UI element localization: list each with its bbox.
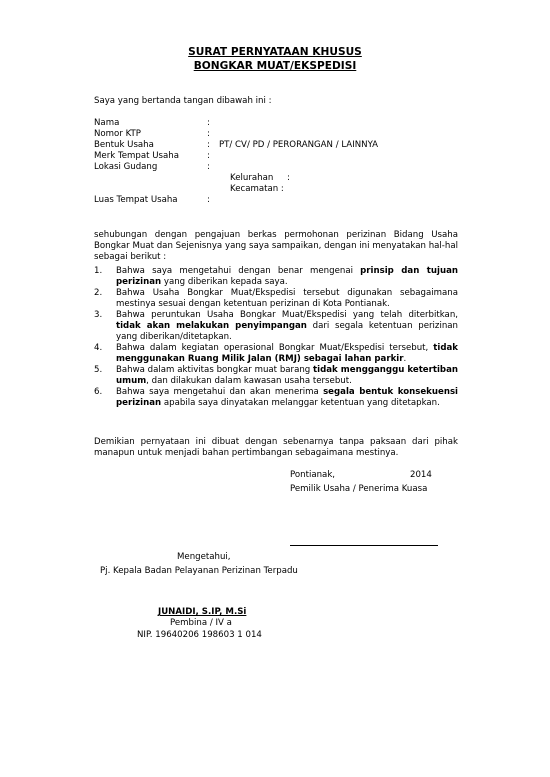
field-label: Kecamatan : [230, 184, 284, 194]
list-item [94, 387, 458, 409]
field-nama [94, 118, 494, 129]
list-item [94, 365, 458, 387]
signature-line [290, 545, 438, 546]
field-luas [94, 195, 494, 206]
document-title: SURAT PERNYATAAN KHUSUS [188, 46, 362, 58]
item-text: Bahwa dalam kegiatan operasional Bongkar Muat/Ekspedisi tersebut, [116, 343, 434, 353]
field-colon: : [207, 118, 210, 128]
field-bentuk-usaha [94, 140, 494, 151]
item-number: 5. [94, 365, 103, 375]
mengetahui-label: Mengetahui, [177, 552, 231, 562]
field-label: Kelurahan [230, 173, 274, 183]
item-text: Bahwa saya mengetahui dan akan menerima [116, 387, 324, 397]
signature-role: Pemilik Usaha / Penerima Kuasa [290, 484, 428, 494]
item-number: 3. [94, 310, 103, 320]
document-subtitle: BONGKAR MUAT/EKSPEDISI [193, 60, 357, 72]
field-label: Nomor KTP [94, 129, 141, 139]
intro-text: Saya yang bertanda tangan dibawah ini : [94, 96, 272, 106]
field-label: Lokasi Gudang [94, 162, 158, 172]
field-merk [94, 151, 494, 162]
identity-fields [94, 118, 494, 206]
field-ktp [94, 129, 494, 140]
statement-list [94, 266, 458, 409]
signature-place: Pontianak, [290, 470, 336, 480]
item-emphasis: tidak mengganggu ketertiban umum [116, 365, 459, 386]
item-text: yang diberikan kepada saya. [161, 277, 288, 287]
item-number: 2. [94, 288, 103, 298]
field-colon: : [287, 173, 290, 183]
field-colon: : [207, 162, 210, 172]
field-kelurahan [94, 173, 494, 184]
list-item [94, 310, 458, 343]
item-text: Bahwa dalam aktivitas bongkar muat barang [116, 365, 314, 375]
field-value: PT/ CV/ PD / PERORANGAN / LAINNYA [219, 140, 379, 150]
field-colon: : [207, 195, 210, 205]
list-item [94, 266, 458, 288]
signature-year: 2014 [410, 470, 432, 480]
item-emphasis: prinsip dan tujuan perizinan [116, 266, 458, 287]
item-text: . [403, 354, 407, 364]
body-paragraph: sehubungan dengan pengajuan berkas permohonan perizinan Bidang Usaha Bongkar Muat dan Sejenisnya yang saya sampaikan, dengan ini menyatakan hal-hal sebagai berikut : [94, 230, 458, 262]
field-colon: : [207, 140, 210, 150]
item-text: Bahwa saya mengetahui dengan benar mengenai [116, 266, 361, 276]
item-text: Bahwa Usaha Bongkar Muat/Ekspedisi tersebut digunakan sebagaimana mestinya sesuai dengan ketentuan perizinan di Kota Pontianak. [116, 288, 458, 309]
closing-paragraph: Demikian pernyataan ini dibuat dengan sebenarnya tanpa paksaan dari pihak manapun untuk menjadi bahan pertimbangan sebagaimana mestinya. [94, 437, 458, 458]
item-number: 1. [94, 266, 103, 276]
list-item [94, 343, 458, 365]
item-emphasis: segala bentuk konsekuensi perizinan [116, 387, 459, 408]
item-text: apabila saya dinyatakan melanggar ketentuan yang ditetapkan. [161, 398, 440, 408]
field-label: Merk Tempat Usaha [94, 151, 179, 161]
item-emphasis: tidak menggunakan Ruang Milik Jalan (RMJ) sebagai lahan parkir [116, 343, 458, 364]
field-colon: : [207, 151, 210, 161]
item-text: Bahwa peruntukan Usaha Bongkar Muat/Ekspedisi yang telah diterbitkan, [116, 310, 458, 320]
field-colon: : [207, 129, 210, 139]
item-number: 6. [94, 387, 103, 397]
field-label: Luas Tempat Usaha [94, 195, 178, 205]
item-text: dari segala ketentuan perizinan yang diberikan/ditetapkan. [116, 321, 458, 342]
item-text: , dan dilakukan dalam kawasan usaha tersebut. [146, 376, 352, 386]
field-label: Nama [94, 118, 120, 128]
list-item [94, 288, 458, 310]
field-lokasi [94, 162, 494, 173]
field-label: Bentuk Usaha [94, 140, 154, 150]
office-title: Pj. Kepala Badan Pelayanan Perizinan Terpadu [100, 566, 298, 576]
official-name: JUNAIDI, S.IP, M.Si [158, 607, 247, 617]
official-rank: Pembina / IV a [170, 618, 232, 628]
item-number: 4. [94, 343, 103, 353]
field-kecamatan [94, 184, 494, 195]
official-nip: NIP. 19640206 198603 1 014 [137, 630, 262, 640]
item-emphasis: tidak akan melakukan penyimpangan [116, 321, 307, 331]
